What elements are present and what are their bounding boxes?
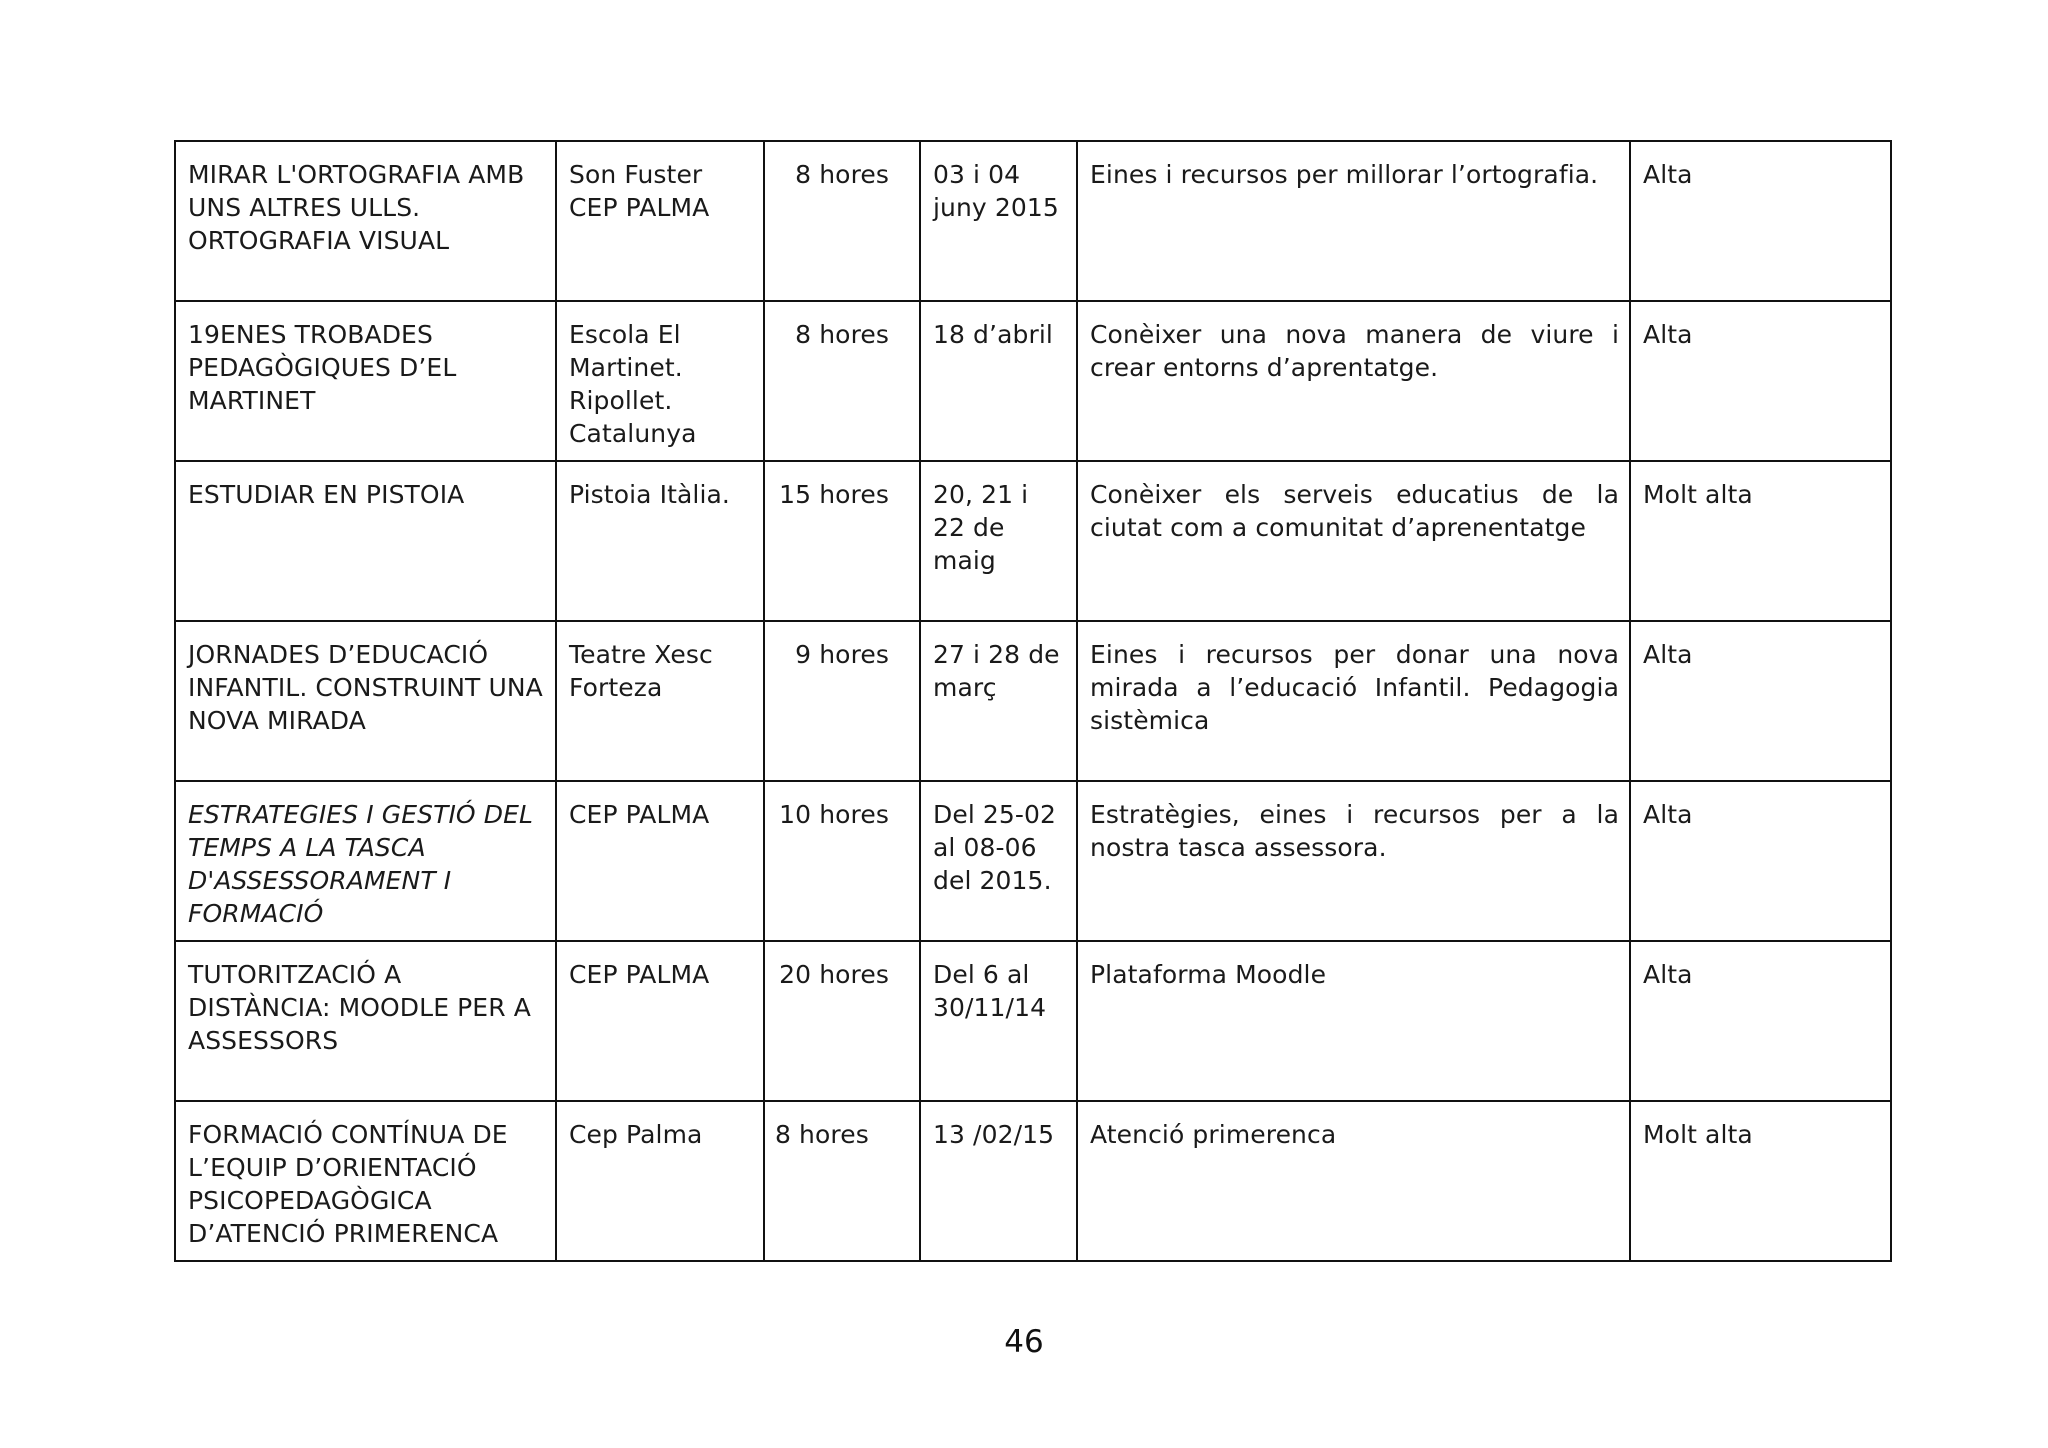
course-place-cell: Cep Palma xyxy=(556,1101,764,1261)
course-rating-cell: Molt alta xyxy=(1630,1101,1891,1261)
course-rating-cell: Alta xyxy=(1630,301,1891,461)
course-hours-cell: 8 hores xyxy=(764,141,920,301)
course-title-cell: JORNADES D’EDUCACIÓ INFANTIL. CONSTRUINT UNA NOVA MIRADA xyxy=(175,621,556,781)
table-row xyxy=(175,141,1891,301)
course-date-cell: 13 /02/15 xyxy=(920,1101,1077,1261)
course-description-cell: Atenció primerenca xyxy=(1077,1101,1630,1261)
course-hours-cell: 15 hores xyxy=(764,461,920,621)
course-hours-cell: 8 hores xyxy=(764,1101,920,1261)
course-title-cell: ESTUDIAR EN PISTOIA xyxy=(175,461,556,621)
course-title-cell: MIRAR L'ORTOGRAFIA AMB UNS ALTRES ULLS. ORTOGRAFIA VISUAL xyxy=(175,141,556,301)
course-place-cell: CEP PALMA xyxy=(556,781,764,941)
course-description-cell: Conèixer els serveis educatius de la ciutat com a comunitat d’aprenentatge xyxy=(1077,461,1630,621)
course-description-cell: Conèixer una nova manera de viure i crear entorns d’aprentatge. xyxy=(1077,301,1630,461)
course-date-cell: 20, 21 i 22 de maig xyxy=(920,461,1077,621)
table-row xyxy=(175,1101,1891,1261)
course-rating-cell: Alta xyxy=(1630,621,1891,781)
course-title-cell: 19ENES TROBADES PEDAGÒGIQUES D’EL MARTINET xyxy=(175,301,556,461)
course-title-cell: ESTRATEGIES I GESTIÓ DEL TEMPS A LA TASCA D'ASSESSORAMENT I FORMACIÓ xyxy=(175,781,556,941)
page-number: 46 xyxy=(1004,1324,1044,1360)
course-hours-cell: 9 hores xyxy=(764,621,920,781)
course-description-cell: Plataforma Moodle xyxy=(1077,941,1630,1101)
course-date-cell: Del 6 al 30/11/14 xyxy=(920,941,1077,1101)
course-rating-cell: Alta xyxy=(1630,781,1891,941)
course-title-cell: FORMACIÓ CONTÍNUA DE L’EQUIP D’ORIENTACIÓ PSICOPEDAGÒGICA D’ATENCIÓ PRIMERENCA xyxy=(175,1101,556,1261)
table-row xyxy=(175,621,1891,781)
course-place-cell: Teatre Xesc Forteza xyxy=(556,621,764,781)
course-hours-cell: 10 hores xyxy=(764,781,920,941)
course-title-cell: TUTORITZACIÓ A DISTÀNCIA: MOODLE PER A ASSESSORS xyxy=(175,941,556,1101)
table-row xyxy=(175,461,1891,621)
course-date-cell: 27 i 28 de març xyxy=(920,621,1077,781)
course-date-cell: Del 25-02 al 08-06 del 2015. xyxy=(920,781,1077,941)
table-row xyxy=(175,781,1891,941)
table-row xyxy=(175,941,1891,1101)
course-place-cell: Pistoia Itàlia. xyxy=(556,461,764,621)
course-place-cell: Son Fuster CEP PALMA xyxy=(556,141,764,301)
course-rating-cell: Alta xyxy=(1630,941,1891,1101)
course-place-cell: Escola El Martinet. Ripollet. Catalunya xyxy=(556,301,764,461)
course-description-cell: Estratègies, eines i recursos per a la nostra tasca assessora. xyxy=(1077,781,1630,941)
course-hours-cell: 8 hores xyxy=(764,301,920,461)
course-date-cell: 03 i 04 juny 2015 xyxy=(920,141,1077,301)
table-row xyxy=(175,301,1891,461)
course-rating-cell: Molt alta xyxy=(1630,461,1891,621)
course-place-cell: CEP PALMA xyxy=(556,941,764,1101)
course-description-cell: Eines i recursos per millorar l’ortografia. xyxy=(1077,141,1630,301)
course-description-cell: Eines i recursos per donar una nova mirada a l’educació Infantil. Pedagogia sistèmica xyxy=(1077,621,1630,781)
course-hours-cell: 20 hores xyxy=(764,941,920,1101)
training-courses-table xyxy=(174,140,1892,1262)
course-date-cell: 18 d’abril xyxy=(920,301,1077,461)
course-rating-cell: Alta xyxy=(1630,141,1891,301)
